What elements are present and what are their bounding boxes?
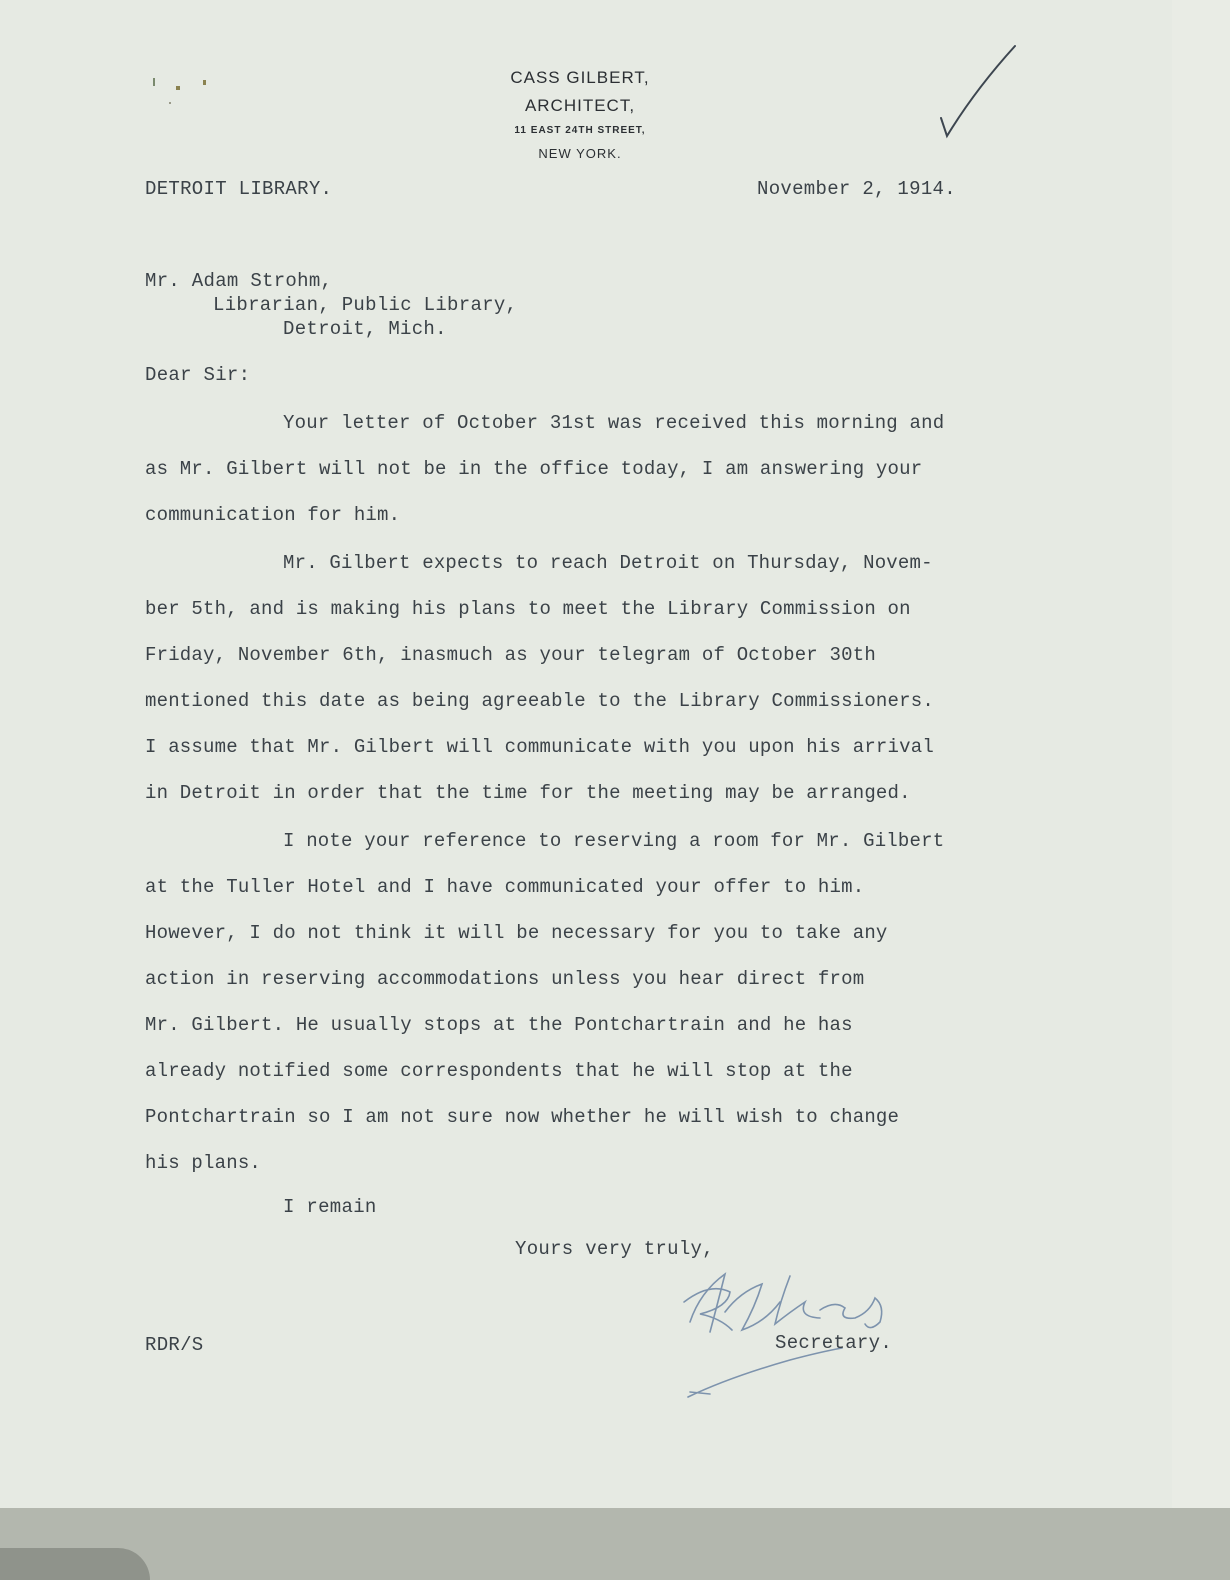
scan-background (0, 1508, 1230, 1580)
paragraph-line: action in reserving accommodations unless you hear direct from (145, 968, 865, 990)
paper-specks (145, 72, 215, 112)
paragraph-line: as Mr. Gilbert will not be in the office today, I am answering your (145, 458, 923, 480)
scan-corner (0, 1548, 150, 1580)
address-line-2: Librarian, Public Library, (213, 294, 518, 316)
salutation: Dear Sir: (145, 364, 251, 386)
address-line-3: Detroit, Mich. (283, 318, 447, 340)
letterhead-street: 11 EAST 24TH STREET, (514, 125, 646, 136)
letterhead-name: CASS GILBERT, (510, 68, 650, 87)
letter-date: November 2, 1914. (757, 178, 956, 200)
paragraph-line: communication for him. (145, 504, 401, 526)
paragraph-line: Pontchartrain so I am not sure now whether he will wish to change (145, 1106, 900, 1128)
paragraph-line: I assume that Mr. Gilbert will communicate with you upon his arrival (145, 736, 934, 758)
paragraph-line: I note your reference to reserving a room for Mr. Gilbert (283, 830, 945, 852)
paragraph-line: at the Tuller Hotel and I have communicated your offer to him. (145, 876, 865, 898)
signer-title: Secretary. (775, 1332, 893, 1354)
letterhead-city: NEW YORK. (538, 146, 622, 161)
closing-remain: I remain (283, 1196, 377, 1218)
page-edge (1172, 0, 1230, 1508)
paragraph-line: his plans. (145, 1152, 262, 1174)
closing: Yours very truly, (515, 1238, 714, 1260)
checkmark-icon (935, 40, 1025, 140)
paragraph-line: in Detroit in order that the time for the meeting may be arranged. (145, 782, 911, 804)
paragraph-2 (145, 540, 1105, 816)
paragraph-line: already notified some correspondents that he will stop at the (145, 1060, 853, 1082)
paragraph-line: However, I do not think it will be necessary for you to take any (145, 922, 888, 944)
paragraph-3 (145, 818, 1105, 1186)
paragraph-1 (145, 400, 1105, 538)
paragraph-line: Mr. Gilbert. He usually stops at the Pontchartrain and he has (145, 1014, 853, 1036)
letterhead-title: ARCHITECT, (524, 96, 636, 115)
paragraph-line: Your letter of October 31st was received this morning and (283, 412, 945, 434)
subject-line: DETROIT LIBRARY. (145, 178, 333, 200)
paragraph-line: Mr. Gilbert expects to reach Detroit on Thursday, Novem- (283, 552, 933, 574)
paragraph-line: mentioned this date as being agreeable to the Library Commissioners. (145, 690, 934, 712)
paragraph-line: Friday, November 6th, inasmuch as your telegram of October 30th (145, 644, 876, 666)
typist-initials: RDR/S (145, 1334, 204, 1356)
paragraph-line: ber 5th, and is making his plans to meet the Library Commission on (145, 598, 911, 620)
address-line-1: Mr. Adam Strohm, (145, 270, 333, 292)
